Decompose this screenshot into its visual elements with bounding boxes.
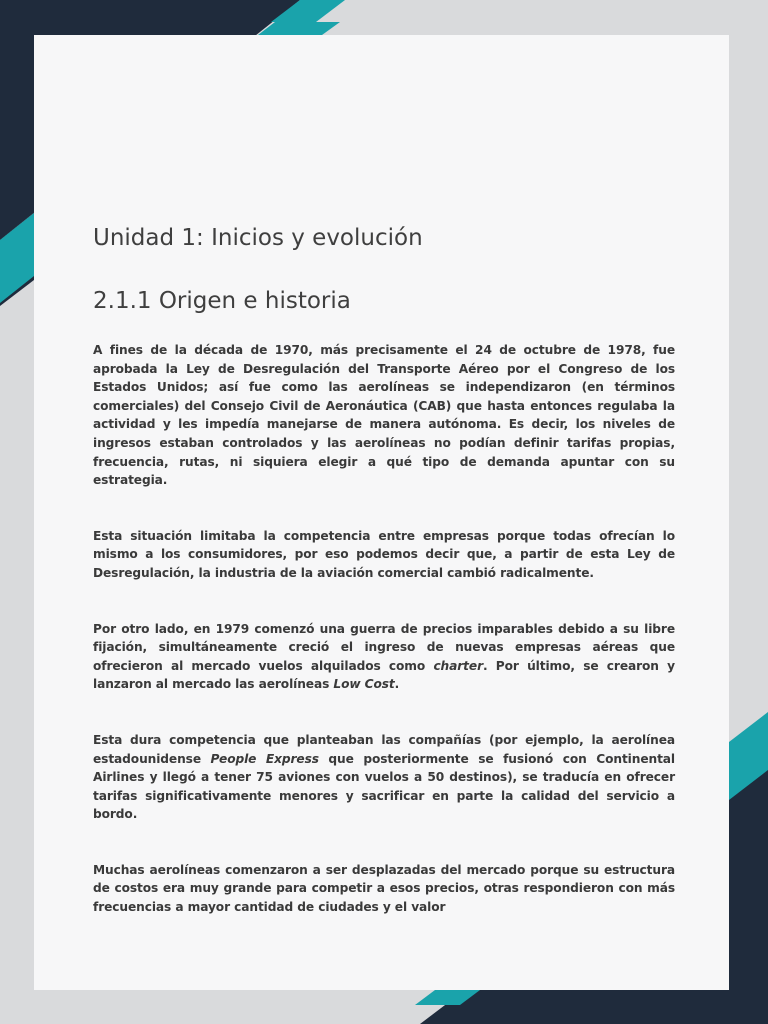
- paragraph-3-italic-low-cost: Low Cost: [333, 677, 395, 692]
- paragraph-3-part-3: .: [394, 677, 400, 692]
- paragraph-1: A fines de la década de 1970, más precisamente el 24 de octubre de 1978, fue aprobada la Ley de Desregulación del Transporte Aéreo por el Congreso de los Estados Unidos; así fue como las aerolíneas se independizaron (en términos comerciales) del Consejo Civil de Aeronáutica (CAB) que hasta entonces regulaba la actividad y les impedía manejarse de manera autónoma. Es decir, los niveles de ingresos estaban controlados y las aerolíneas no podían definir tarifas propias, frecuencia, rutas, ni siquiera elegir a qué tipo de demanda apuntar con su estrategia.: [93, 343, 675, 488]
- paragraph-4-part-1: Esta dura competencia que planteaban las compañías (por ejemplo, la aerolínea estadounidense: [93, 732, 675, 766]
- paragraph-3-italic-charter: charter: [433, 658, 483, 673]
- paragraph-2: Esta situación limitaba la competencia entre empresas porque todas ofrecían lo mismo a los consumidores, por eso podemos decir que, a partir de esta Ley de Desregulación, la industria de la aviación comercial cambió radicalmente.: [93, 528, 675, 580]
- section-title: 2.1.1 Origen e historia: [93, 288, 351, 314]
- top-teal-strip-2: [258, 22, 340, 35]
- document-body: [93, 222, 675, 917]
- paragraph-4-italic-people-express: People Express: [210, 751, 319, 766]
- paragraph-4: [93, 731, 675, 824]
- paragraph-3-part-1: Por otro lado, en 1979 comenzó una guerra de precios imparables debido a su libre fijación, simultáneamente creció el ingreso de nuevas empresas aéreas que ofrecieron al mercado vuelos alquilados como: [93, 621, 675, 673]
- unit-title: Unidad 1: Inicios y evolución: [93, 225, 423, 251]
- paragraph-5: Muchas aerolíneas comenzaron a ser desplazadas del mercado porque su estructura de costos era muy grande para competir a esos precios, otras respondieron con más frecuencias a mayor cantidad de ciudades y el valor: [93, 862, 675, 915]
- paragraph-3-part-2: . Por último, se crearon y lanzaron al mercado las aerolíneas: [93, 658, 676, 692]
- paragraph-4-part-2: que posteriormente se fusionó con Continental Airlines y llegó a tener 75 aviones con vuelos a 50 destinos), se traducía en ofrecer tarifas significativamente menores y sacrificar en parte la calidad del servicio a bordo.: [93, 751, 676, 822]
- paragraph-3: [93, 620, 675, 694]
